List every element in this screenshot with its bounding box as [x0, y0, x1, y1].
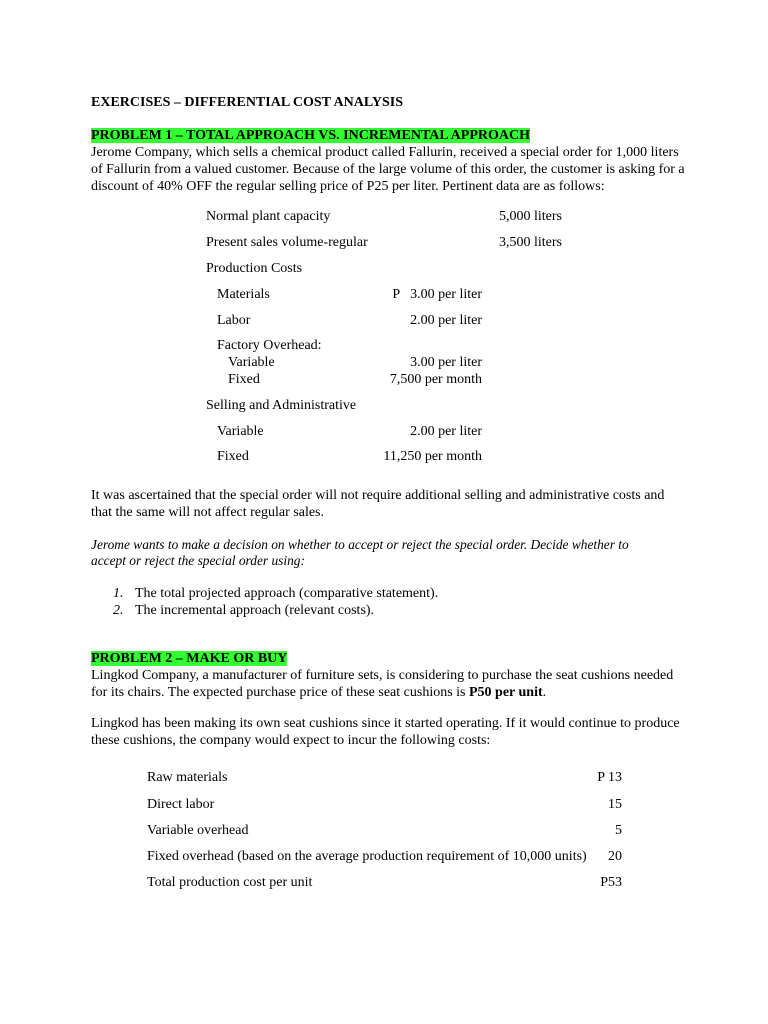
problem1-note-line: It was ascertained that the special order will not require additional selling and administrative costs and	[91, 488, 665, 503]
list-number: 1.	[113, 586, 124, 601]
problem2-intro-line: Lingkod Company, a manufacturer of furniture sets, is considering to purchase the seat cushions needed	[91, 668, 674, 683]
problem2-intro-line	[91, 684, 546, 701]
cost-label: Fixed overhead (based on the average production requirement of 10,000 units)	[147, 849, 587, 864]
cost-value: P53	[600, 875, 622, 890]
problem2-para-line: Lingkod has been making its own seat cushions since it started operating. If it would continue to produce	[91, 716, 680, 731]
labor-value: 2.00 per liter	[410, 313, 482, 328]
capacity-label: Normal plant capacity	[206, 209, 331, 224]
problem1-intro-line: of Fallurin from a valued customer. Because of the large volume of this order, the customer is asking for a	[91, 162, 685, 177]
production-costs-label: Production Costs	[206, 261, 303, 276]
cost-value: 20	[608, 849, 622, 864]
problem1-note-line: that the same will not affect regular sales.	[91, 505, 324, 520]
cost-value: 15	[608, 797, 622, 812]
purchase-price: P50 per unit	[469, 685, 543, 700]
problem1-heading-text: PROBLEM 1 – TOTAL APPROACH VS. INCREMENTAL APPROACH	[91, 128, 530, 143]
cost-label: Direct labor	[147, 797, 215, 812]
cost-value: 5	[615, 823, 622, 838]
problem1-instruction-line: accept or reject the special order using:	[91, 553, 305, 568]
capacity-value: 5,000 liters	[499, 209, 562, 224]
labor-label: Labor	[217, 313, 251, 328]
problem1-heading	[91, 127, 530, 144]
problem1-instruction-line: Jerome wants to make a decision on whether to accept or reject the special order. Decide whether to	[91, 537, 629, 552]
foh-variable-value: 3.00 per liter	[410, 355, 482, 370]
cost-value: P 13	[597, 770, 622, 785]
problem1-intro-line: Jerome Company, which sells a chemical product called Fallurin, received a special order for 1,000 liters	[91, 145, 679, 160]
sa-variable-label: Variable	[217, 424, 264, 439]
list-number: 2.	[113, 603, 124, 618]
problem2-heading	[91, 650, 287, 667]
cost-label: Variable overhead	[147, 823, 249, 838]
intro-period: .	[542, 685, 547, 700]
problem2-para-line: these cushions, the company would expect to incur the following costs:	[91, 733, 491, 748]
problem2-heading-text: PROBLEM 2 – MAKE OR BUY	[91, 651, 288, 666]
list-item: The total projected approach (comparative statement).	[135, 586, 439, 601]
sa-fixed-label: Fixed	[217, 449, 249, 464]
intro-text: for its chairs. The expected purchase price of these seat cushions is	[91, 685, 469, 700]
materials-label: Materials	[217, 287, 270, 302]
foh-variable-label: Variable	[228, 355, 275, 370]
sa-fixed-value: 11,250 per month	[383, 449, 482, 464]
foh-fixed-label: Fixed	[228, 372, 260, 387]
list-item: The incremental approach (relevant costs).	[135, 603, 375, 618]
document-title: EXERCISES – DIFFERENTIAL COST ANALYSIS	[91, 95, 403, 110]
sales-value: 3,500 liters	[499, 235, 562, 250]
sa-label: Selling and Administrative	[206, 398, 357, 413]
foh-label: Factory Overhead:	[217, 338, 322, 353]
problem1-intro-line: discount of 40% OFF the regular selling price of P25 per liter. Pertinent data are as follows:	[91, 179, 605, 194]
foh-fixed-value: 7,500 per month	[389, 372, 482, 387]
sales-label: Present sales volume-regular	[206, 235, 368, 250]
materials-value: P 3.00 per liter	[392, 287, 482, 302]
sa-variable-value: 2.00 per liter	[410, 424, 482, 439]
cost-label: Total production cost per unit	[147, 875, 313, 890]
cost-label: Raw materials	[147, 770, 228, 785]
